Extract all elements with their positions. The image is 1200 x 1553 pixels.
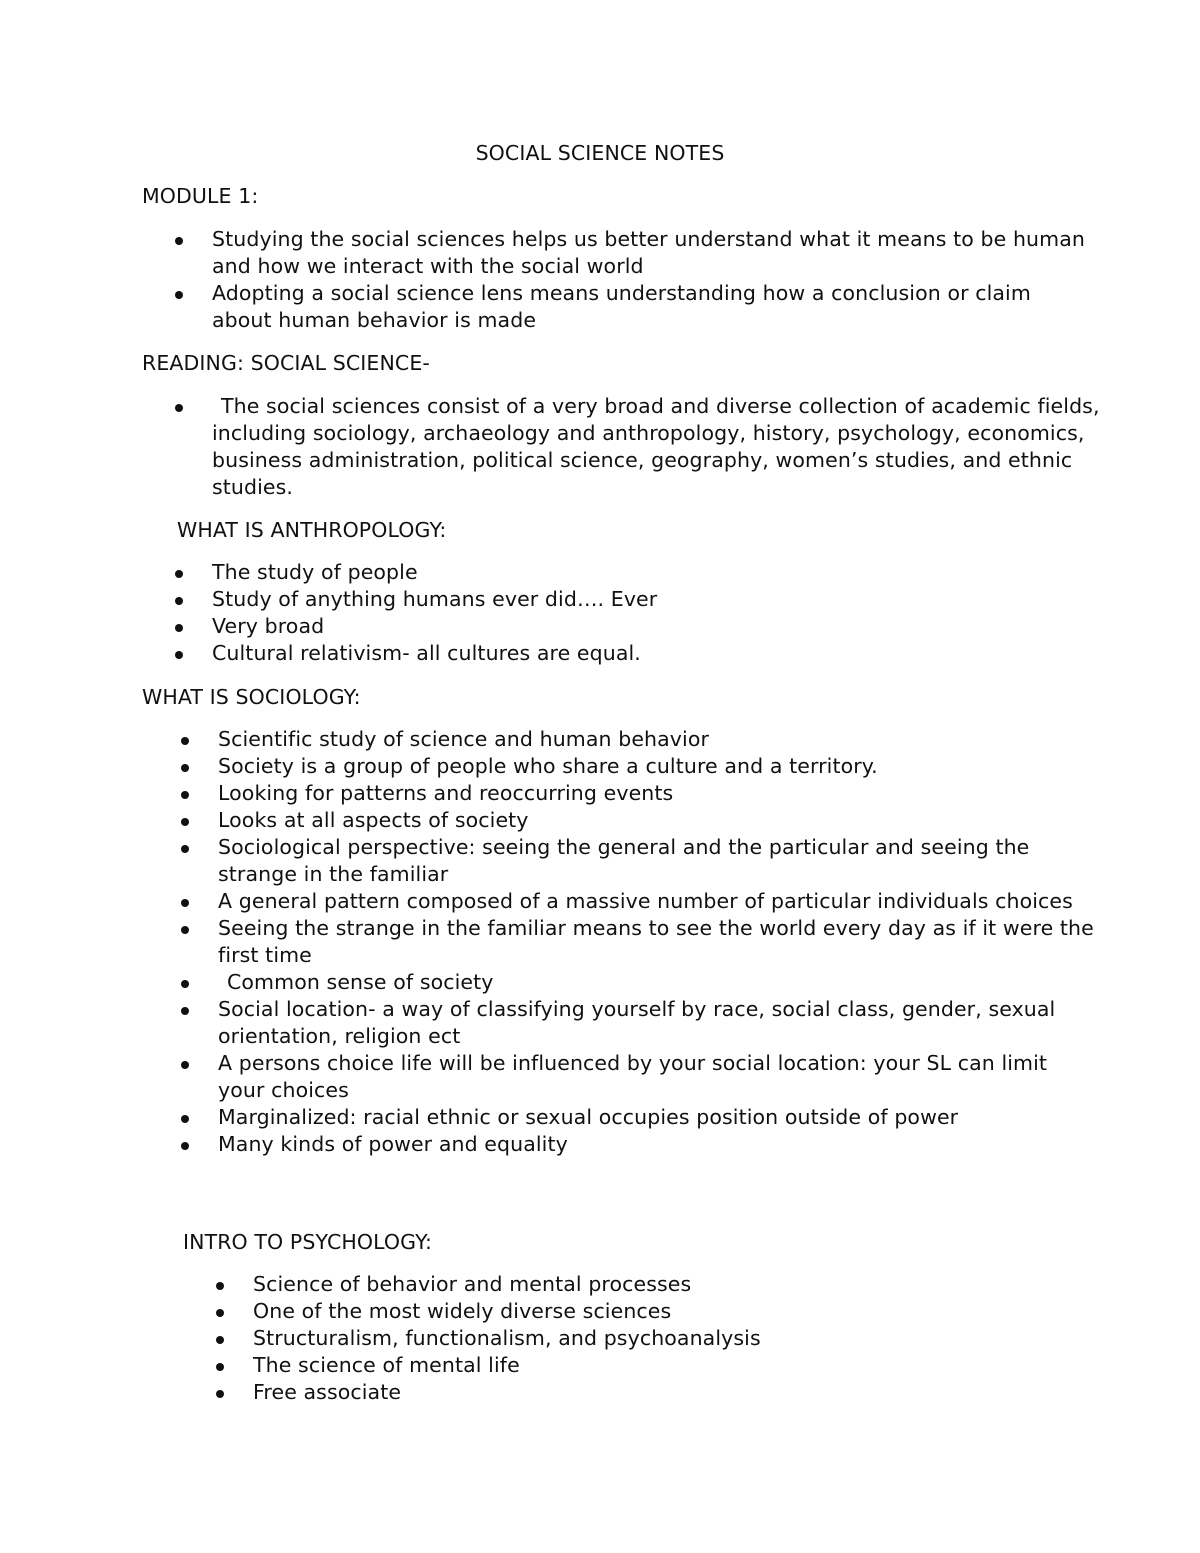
bullet-icon bbox=[216, 1390, 224, 1398]
list-item bbox=[212, 393, 1112, 501]
list-item-text: The social sciences consist of a very broad and diverse collection of academic fields, including sociology, archaeology and anthropology, history, psychology, economics, business administration, political science, geography, women’s studies, and ethnic studies. bbox=[212, 394, 1100, 499]
list-item-text: Scientific study of science and human behavior bbox=[218, 727, 710, 751]
bullet-icon bbox=[175, 291, 183, 299]
list-item bbox=[218, 753, 1098, 780]
bullet-icon bbox=[175, 570, 183, 578]
list-item-text: The science of mental life bbox=[253, 1353, 520, 1377]
reading-list bbox=[212, 393, 1112, 501]
bullet-icon bbox=[216, 1336, 224, 1344]
sociology-heading: WHAT IS SOCIOLOGY: bbox=[142, 685, 361, 709]
list-item-text: Marginalized: racial ethnic or sexual occupies position outside of power bbox=[218, 1105, 959, 1129]
reading-heading: READING: SOCIAL SCIENCE- bbox=[142, 351, 430, 375]
bullet-icon bbox=[216, 1363, 224, 1371]
list-item-text: Social location- a way of classifying yourself by race, social class, gender, sexual orientation, religion ect bbox=[218, 997, 1056, 1048]
bullet-icon bbox=[181, 980, 189, 988]
list-item-text: A persons choice life will be influenced by your social location: your SL can limit your choices bbox=[218, 1051, 1048, 1102]
bullet-icon bbox=[181, 926, 189, 934]
list-item-text: Sociological perspective: seeing the general and the particular and seeing the strange in the familiar bbox=[218, 835, 1030, 886]
list-item-text: Many kinds of power and equality bbox=[218, 1132, 568, 1156]
list-item-text: Science of behavior and mental processes bbox=[253, 1272, 692, 1296]
list-item bbox=[218, 780, 1098, 807]
bullet-icon bbox=[181, 1115, 189, 1123]
list-item-text: One of the most widely diverse sciences bbox=[253, 1299, 672, 1323]
list-item bbox=[212, 640, 1092, 667]
bullet-icon bbox=[181, 764, 189, 772]
list-item-text: A general pattern composed of a massive number of particular individuals choices bbox=[218, 889, 1073, 913]
list-item bbox=[253, 1352, 1093, 1379]
list-item-text: Adopting a social science lens means understanding how a conclusion or claim about human behavior is made bbox=[212, 281, 1031, 332]
list-item bbox=[212, 613, 1092, 640]
bullet-icon bbox=[181, 845, 189, 853]
module1-heading: MODULE 1: bbox=[142, 184, 259, 208]
list-item bbox=[212, 586, 1092, 613]
bullet-icon bbox=[175, 404, 183, 412]
list-item-text: Structuralism, functionalism, and psychoanalysis bbox=[253, 1326, 761, 1350]
bullet-icon bbox=[181, 818, 189, 826]
list-item bbox=[218, 726, 1098, 753]
list-item-text: Cultural relativism- all cultures are equal. bbox=[212, 641, 641, 665]
bullet-icon bbox=[175, 237, 183, 245]
list-item-text: Looks at all aspects of society bbox=[218, 808, 529, 832]
list-item bbox=[212, 559, 1092, 586]
bullet-icon bbox=[216, 1309, 224, 1317]
list-item bbox=[218, 1104, 1098, 1131]
list-item bbox=[218, 915, 1098, 969]
sociology-list bbox=[218, 726, 1098, 1158]
list-item-text: Common sense of society bbox=[227, 970, 494, 994]
list-item bbox=[218, 807, 1098, 834]
list-item bbox=[212, 226, 1092, 280]
list-item bbox=[218, 834, 1098, 888]
bullet-icon bbox=[175, 651, 183, 659]
list-item-text: Study of anything humans ever did…. Ever bbox=[212, 587, 658, 611]
bullet-icon bbox=[181, 791, 189, 799]
bullet-icon bbox=[175, 624, 183, 632]
list-item-text: Studying the social sciences helps us better understand what it means to be human and how we interact with the social world bbox=[212, 227, 1085, 278]
list-item bbox=[218, 996, 1098, 1050]
list-item-text: Free associate bbox=[253, 1380, 402, 1404]
list-item bbox=[212, 280, 1092, 334]
bullet-icon bbox=[181, 737, 189, 745]
bullet-icon bbox=[216, 1282, 224, 1290]
list-item-text: The study of people bbox=[212, 560, 418, 584]
list-item bbox=[253, 1271, 1093, 1298]
list-item bbox=[218, 1131, 1098, 1158]
list-item bbox=[218, 1050, 1098, 1104]
list-item-text: Looking for patterns and reoccurring events bbox=[218, 781, 674, 805]
list-item bbox=[253, 1298, 1093, 1325]
bullet-icon bbox=[181, 1061, 189, 1069]
list-item bbox=[253, 1379, 1093, 1406]
anthropology-list bbox=[212, 559, 1092, 667]
list-item-text: Seeing the strange in the familiar means to see the world every day as if it were the first time bbox=[218, 916, 1094, 967]
list-item bbox=[253, 1325, 1093, 1352]
bullet-icon bbox=[181, 1142, 189, 1150]
module1-list bbox=[212, 226, 1092, 334]
bullet-icon bbox=[175, 597, 183, 605]
list-item bbox=[218, 888, 1098, 915]
psychology-list bbox=[253, 1271, 1093, 1406]
bullet-icon bbox=[181, 899, 189, 907]
list-item-text: Society is a group of people who share a culture and a territory. bbox=[218, 754, 878, 778]
anthropology-heading: WHAT IS ANTHROPOLOGY: bbox=[177, 518, 447, 542]
document-title: SOCIAL SCIENCE NOTES bbox=[475, 141, 725, 165]
list-item-text: Very broad bbox=[212, 614, 325, 638]
list-item bbox=[218, 969, 1098, 996]
bullet-icon bbox=[181, 1007, 189, 1015]
psychology-heading: INTRO TO PSYCHOLOGY: bbox=[183, 1230, 433, 1254]
